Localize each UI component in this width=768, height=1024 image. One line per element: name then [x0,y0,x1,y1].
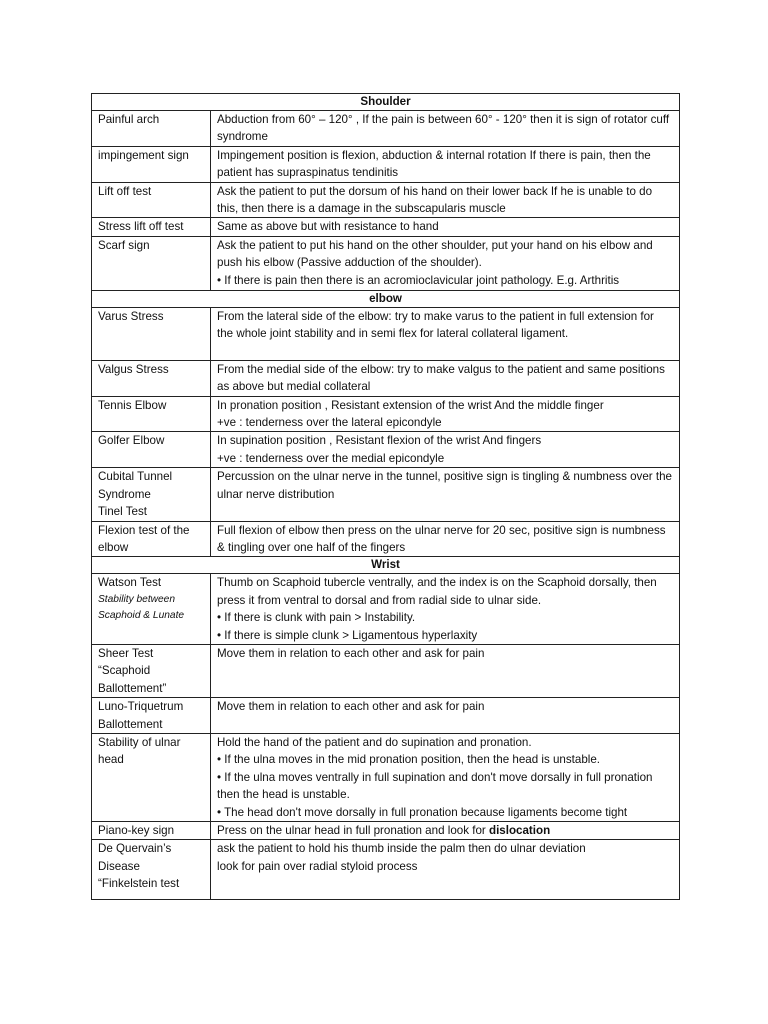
test-name-cell [92,111,211,147]
test-name-cell [92,468,211,521]
test-name: Piano-key sign [98,824,175,837]
test-name-cell [92,432,211,468]
test-name: Disease [98,859,140,873]
section-title: Wrist [92,557,680,574]
table-row [92,146,680,182]
table-row [92,822,680,840]
test-description-cell [211,360,680,396]
test-name: Painful arch [98,113,160,126]
table-row [92,432,680,468]
test-description-cell [211,432,680,468]
test-name: Ballottement” [98,681,167,695]
test-description-cell [211,644,680,697]
test-name: Lift off test [98,184,152,198]
test-subtitle: Stability between Scaphoid & Lunate [98,593,185,621]
description-line: look for pain over radial styloid process [217,859,418,873]
table-row [92,111,680,147]
test-name-cell [92,396,211,432]
test-description-cell [211,574,680,645]
description-line: • If there is pain then there is an acromioclavicular joint pathology. E.g. Arthritis [217,273,620,287]
table-row [92,236,680,290]
test-name-cell [92,822,211,840]
description-line: In pronation position , Resistant extension of the wrist And the middle finger [217,398,604,412]
description-line: In supination position , Resistant flexion of the wrist And fingers [217,434,542,448]
description-line: • If there is clunk with pain > Instability. [217,611,416,625]
test-description-cell [211,236,680,290]
section-title: Shoulder [92,94,680,111]
description-line: From the lateral side of the elbow: try to make varus to the patient in full extension for the whole joint stability and in semi flex for lateral collateral ligament. [217,309,654,341]
description-line: From the medial side of the elbow: try to make valgus to the patient and same positions as above but medial collateral [217,362,665,394]
test-name: Stress lift off test [98,220,184,234]
test-name: Flexion test of the elbow [98,523,190,554]
description-line: +ve : tenderness over the lateral epicondyle [217,416,442,430]
test-name-cell [92,644,211,697]
description-line: Move them in relation to each other and ask for pain [217,700,485,714]
test-name-cell [92,307,211,360]
description-line: Hold the hand of the patient and do supination and pronation. [217,735,532,749]
test-name: Valgus Stress [98,362,169,376]
test-name-cell [92,146,211,182]
test-description-cell [211,468,680,521]
table-row [92,521,680,557]
test-name: Golfer Elbow [98,434,165,448]
section-header-row [92,557,680,574]
test-name-cell [92,840,211,900]
description-line: • The head don't move dorsally in full pronation because ligaments become tight [217,805,628,819]
test-name-cell [92,698,211,734]
description-line: Full flexion of elbow then press on the ulnar nerve for 20 sec, positive sign is numbness & tingling over one half of the fingers [217,523,666,554]
section-header-row [92,290,680,307]
test-name: Ballottement [98,717,163,731]
section-header-row [92,94,680,111]
table-row [92,468,680,521]
test-name: impingement sign [98,148,189,162]
description-line: Thumb on Scaphoid tubercle ventrally, and the index is on the Scaphoid dorsally, then press it from ventral to dorsal and from radial side to ulnar side. [217,576,657,607]
section-title: elbow [92,290,680,307]
description-emphasis: dislocation [488,824,551,837]
description-line: Ask the patient to put the dorsum of his hand on their lower back If he is unable to do this, then there is a damage in the subscapularis muscle [217,184,653,216]
description-line: +ve : tenderness over the medial epicondyle [217,451,445,465]
table-row [92,574,680,645]
table-row [92,733,680,821]
test-name: Stability of ulnar head [98,735,181,767]
test-name: “Finkelstein test [98,877,180,891]
table-row [92,396,680,432]
test-name: Luno-Triquetrum [98,700,184,714]
table-row [92,218,680,236]
test-description-cell [211,822,680,840]
description-line: ask the patient to hold his thumb inside the palm then do ulnar deviation [217,842,586,856]
table-row [92,698,680,734]
table-row [92,360,680,396]
test-name-cell [92,574,211,645]
description-line: Abduction from 60° – 120° , If the pain is between 60° - 120° then it is sign of rotator cuff syndrome [217,113,670,144]
test-name-cell [92,521,211,557]
test-name-cell [92,218,211,236]
table-row [92,644,680,697]
description-line: • If the ulna moves in the mid pronation position, then the head is unstable. [217,753,601,767]
description-line: Press on the ulnar head in full pronation and look for dislocation [217,824,551,837]
test-description-cell [211,733,680,821]
test-name: “Scaphoid [98,664,151,678]
test-name: Tennis Elbow [98,398,167,412]
test-name: Watson Test [98,576,162,590]
description-line: Move them in relation to each other and ask for pain [217,646,485,660]
description-line: Percussion on the ulnar nerve in the tunnel, positive sign is tingling & numbness over the ulnar nerve distribution [217,470,672,501]
test-name: De Quervain’s [98,842,172,856]
table-row [92,840,680,900]
test-description-cell [211,307,680,360]
test-description-cell [211,698,680,734]
test-name-cell [92,360,211,396]
description-line: Ask the patient to put his hand on the other shoulder, put your hand on his elbow and push his elbow (Passive adduction of the shoulder). [217,238,653,270]
test-name: Sheer Test [98,646,154,660]
description-line: • If there is simple clunk > Ligamentous hyperlaxity [217,628,478,642]
test-name: Syndrome [98,487,151,501]
table-row [92,307,680,360]
description-line: Impingement position is flexion, abduction & internal rotation If there is pain, then the patient has supraspinatus tendinitis [217,148,651,180]
test-name: Cubital Tunnel [98,470,173,484]
test-description-cell [211,182,680,218]
clinical-tests-table [91,93,680,900]
table-body [92,94,680,900]
test-name-cell [92,733,211,821]
test-name-cell [92,236,211,290]
test-description-cell [211,396,680,432]
table-row [92,182,680,218]
test-name-cell [92,182,211,218]
test-name: Tinel Test [98,505,147,519]
test-description-cell [211,840,680,900]
description-line: • If the ulna moves ventrally in full supination and don't move dorsally in full pronation then the head is unstable. [217,770,653,802]
test-description-cell [211,111,680,147]
test-description-cell [211,218,680,236]
description-line: Same as above but with resistance to hand [217,220,439,234]
test-description-cell [211,146,680,182]
test-name: Scarf sign [98,238,150,252]
test-name: Varus Stress [98,309,164,323]
test-description-cell [211,521,680,557]
